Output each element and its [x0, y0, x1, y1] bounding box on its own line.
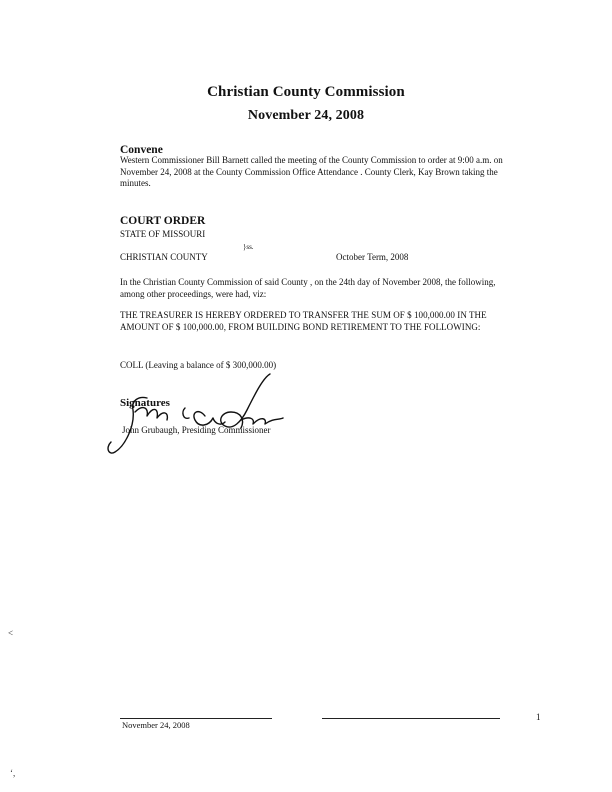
term-line: October Term, 2008 [336, 252, 409, 262]
order-line-2: AMOUNT OF $ 100,000.00, FROM BUILDING BOND RETIREMENT TO THE FOLLOWING: [120, 321, 481, 332]
coll-line: COLL (Leaving a balance of $ 300,000.00) [120, 360, 277, 370]
convene-line-3: minutes. [120, 178, 151, 188]
convene-line-1: Western Commissioner Bill Barnett called the meeting of the County Commission to order at 9:00 a.m. on [120, 155, 503, 165]
signer-name: John Grubaugh, Presiding Commissioner [122, 425, 271, 435]
document-date: November 24, 2008 [247, 108, 365, 123]
preamble-line-1: In the Christian County Commission of said County , on the 24th day of November 2008, the following, [120, 277, 496, 287]
convene-heading: Convene [120, 144, 163, 156]
signatures-heading: Signatures [120, 397, 170, 409]
convene-paragraph [120, 155, 560, 190]
order-line-1: THE TREASURER IS HEREBY ORDERED TO TRANSFER THE SUM OF $ 100,000.00 IN THE [120, 310, 487, 320]
order-paragraph [120, 310, 560, 333]
footer-rule-right [322, 718, 500, 719]
document-title: Christian County Commission [207, 84, 405, 100]
margin-mark-2: ‘, [10, 768, 16, 778]
handwritten-signature [95, 368, 285, 458]
preamble-paragraph [120, 277, 560, 300]
margin-mark-1: < [8, 628, 14, 638]
preamble-line-2: among other proceedings, were had, viz: [120, 288, 267, 299]
ss-mark: }ss. [243, 243, 254, 251]
footer-rule-left [120, 718, 272, 719]
county-line: CHRISTIAN COUNTY [120, 252, 208, 262]
page-number: 1 [536, 712, 541, 722]
footer-date: November 24, 2008 [122, 720, 190, 730]
state-line: STATE OF MISSOURI [120, 229, 206, 239]
convene-line-2: November 24, 2008 at the County Commission Office Attendance . County Clerk, Kay Brown taking the [120, 166, 498, 177]
court-order-heading: COURT ORDER [120, 215, 206, 227]
